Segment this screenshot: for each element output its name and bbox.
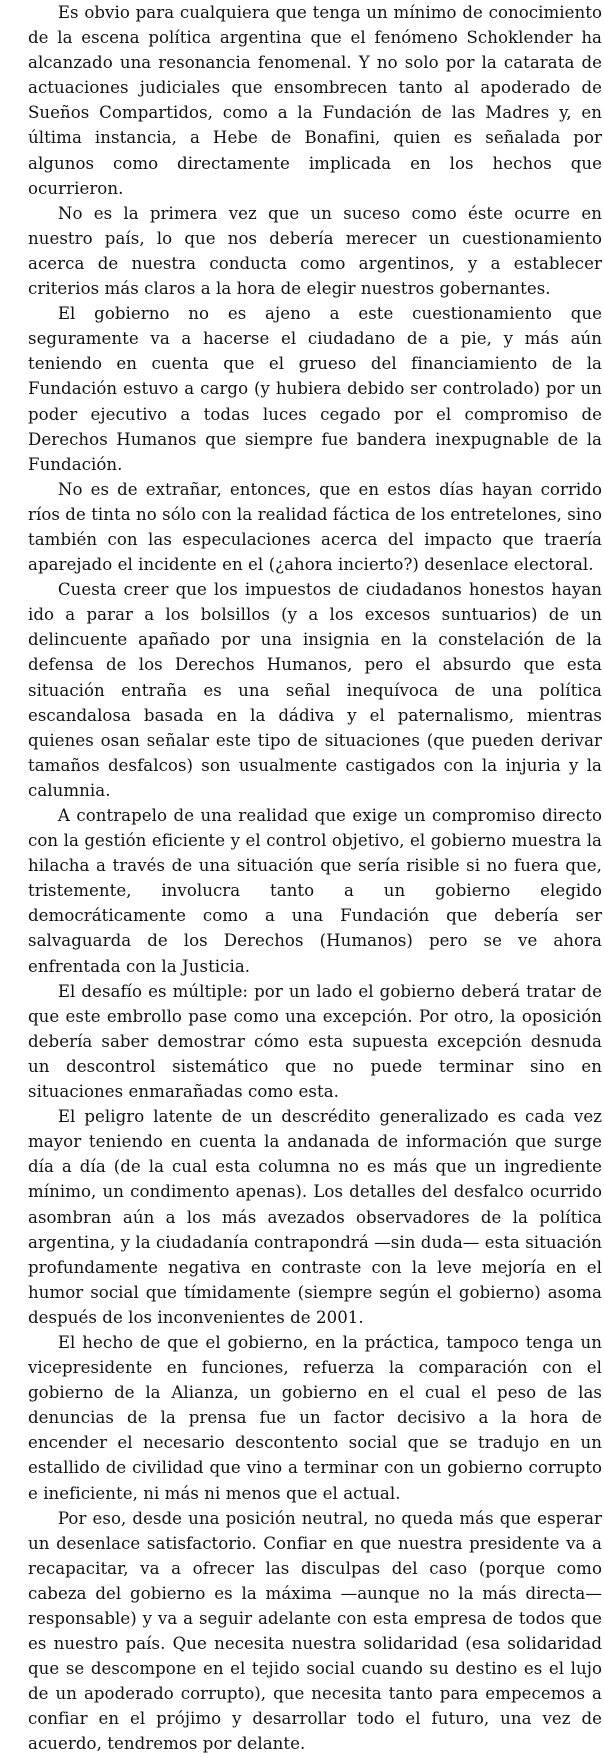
paragraph-6: A contrapelo de una realidad que exige un compromiso directo con la gestión eficiente y el control objetivo, el gobierno muestra la hilacha a través de una situación que sería risible si no fuera que, tristemente, involucra tanto a un gobierno elegido democráticamente como a una Fundación que debería ser salvaguarda de los Derechos (Humanos) pero se ve ahora enfrentada con la Justicia. (28, 806, 602, 976)
article-body (28, 0, 602, 1757)
paragraph-8: El peligro latente de un descrédito generalizado es cada vez mayor teniendo en cuenta la andanada de información que surge día a día (de la cual esta columna no es más que un ingrediente mínimo, un condimento apenas). Los detalles del desfalco ocurrido asombran aún a los más avezados observadores de la política argentina, y la ciudadanía contrapondrá —sin duda— esta situación profundamente negativa en contraste con la leve mejoría en el humor social que tímidamente (siempre según el gobierno) asoma después de los inconvenientes de 2001. (28, 1107, 602, 1327)
paragraph-2: No es la primera vez que un suceso como éste ocurre en nuestro país, lo que nos debería merecer un cuestionamiento acerca de nuestra conducta como argentinos, y a establecer criterios más claros a la hora de elegir nuestros gobernantes. (28, 203, 602, 299)
paragraph-4: No es de extrañar, entonces, que en estos días hayan corrido ríos de tinta no sólo con la realidad fáctica de los entretelones, sino también con las especulaciones acerca del impacto que traería aparejado el incidente en el (¿ahora incierto?) desenlace electoral. (28, 479, 602, 575)
paragraph-5: Cuesta creer que los impuestos de ciudadanos honestos hayan ido a parar a los bolsillos (y a los excesos suntuarios) de un delincuente apañado por una insignia en la constelación de la defensa de los Derechos Humanos, pero el absurdo que esta situación entraña es una señal inequívoca de una política escandalosa basada en la dádiva y el paternalismo, mientras quienes osan señalar este tipo de situaciones (que pueden derivar tamaños desfalcos) son usualmente castigados con la injuria y la calumnia. (28, 580, 602, 800)
paragraph-7: El desafío es múltiple: por un lado el gobierno deberá tratar de que este embrollo pase como una excepción. Por otro, la oposición debería saber demostrar cómo esta supuesta excepción desnuda un descontrol sistemático que no puede terminar sino en situaciones enmarañadas como esta. (28, 981, 602, 1102)
paragraph-10: Por eso, desde una posición neutral, no queda más que esperar un desenlace satisfactorio. Confiar en que nuestra presidente va a recapacitar, va a ofrecer las disculpas del caso (porque como cabeza del gobierno es la máxima —aunque no la más directa— responsable) y va a seguir adelante con esta empresa de todos que es nuestro país. Que necesita nuestra solidaridad (esa solidaridad que se descompone en el tejido social cuando su destino es el lujo de un apoderado corrupto), que necesita tanto para empecemos a confiar en el prójimo y desarrollar todo el futuro, una vez de acuerdo, tendremos por delante. (28, 1508, 602, 1754)
paragraph-1: Es obvio para cualquiera que tenga un mínimo de conocimiento de la escena política argentina que el fenómeno Schoklender ha alcanzado una resonancia fenomenal. Y no solo por la catarata de actuaciones judiciales que ensombrecen tanto al apoderado de Sueños Compartidos, como a la Fundación de las Madres y, en última instancia, a Hebe de Bonafini, quien es señalada por algunos como directamente implicada en los hechos que ocurrieron. (28, 3, 602, 198)
paragraph-3: El gobierno no es ajeno a este cuestionamiento que seguramente va a hacerse el ciudadano de a pie, y más aún teniendo en cuenta que el grueso del financiamiento de la Fundación estuvo a cargo (y hubiera debido ser controlado) por un poder ejecutivo a todas luces cegado por el compromiso de Derechos Humanos que siempre fue bandera inexpugnable de la Fundación. (28, 304, 602, 474)
paragraph-9: El hecho de que el gobierno, en la práctica, tampoco tenga un vicepresidente en funciones, refuerza la comparación con el gobierno de la Alianza, un gobierno en el cual el peso de las denuncias de la prensa fue un factor decisivo a la hora de encender el necesario descontento social que se tradujo en un estallido de civilidad que vino a terminar con un gobierno corrupto e ineficiente, ni más ni menos que el actual. (28, 1332, 602, 1503)
